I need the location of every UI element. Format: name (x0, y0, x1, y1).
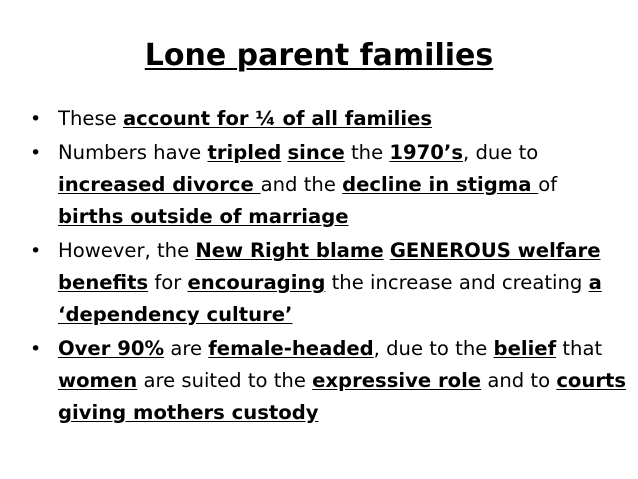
bullet-text-segment: Numbers have (58, 141, 208, 164)
bullet-emphasis-segment: births outside of marriage (58, 205, 349, 228)
bullet-text-segment: are suited to the (137, 369, 313, 392)
bullet-emphasis-segment: account for ¼ of all families (122, 107, 433, 130)
bullet-dot-icon: • (30, 108, 42, 130)
bullet-list (28, 103, 628, 431)
bullet-emphasis-segment: courts giving mothers custody (58, 369, 627, 424)
bullet-text-segment: , due to (463, 141, 539, 164)
bullet-emphasis-segment: a ‘dependency culture’ (58, 271, 602, 326)
slide-title: Lone parent families (144, 38, 494, 73)
bullet-emphasis-segment: encouraging (187, 271, 326, 294)
bullet-emphasis-segment: 1970’s (389, 141, 463, 164)
bullet-emphasis-segment: New Right blame (195, 239, 384, 262)
bullet-dot-icon: • (30, 338, 42, 360)
bullet-item (28, 137, 628, 233)
bullet-emphasis-segment: GENEROUS welfare benefits (58, 239, 601, 294)
bullet-text-segment: and the (260, 173, 343, 196)
bullet-emphasis-segment: increased divorce (58, 173, 261, 196)
bullet-emphasis-segment: since (287, 141, 345, 164)
bullet-text-segment: are (164, 337, 209, 360)
bullet-emphasis-segment: women (58, 369, 138, 392)
bullet-emphasis-segment: expressive role (312, 369, 482, 392)
bullet-emphasis-segment: female-headed (208, 337, 374, 360)
bullet-item (28, 333, 628, 429)
bullet-emphasis-segment: Over 90% (58, 337, 165, 360)
bullet-text-segment: for (148, 271, 188, 294)
bullet-emphasis-segment: tripled (207, 141, 282, 164)
bullet-item (28, 235, 628, 331)
bullet-item (28, 103, 628, 135)
bullet-text-segment: that (556, 337, 603, 360)
bullet-text-segment: These (58, 107, 123, 130)
bullet-text-segment: the increase and creating (325, 271, 589, 294)
bullet-text-segment: of (538, 173, 558, 196)
bullet-text-segment: , due to the (373, 337, 494, 360)
bullet-dot-icon: • (30, 240, 42, 262)
bullet-dot-icon: • (30, 142, 42, 164)
bullet-text-segment: and to (481, 369, 557, 392)
bullet-emphasis-segment: decline in stigma (342, 173, 539, 196)
bullet-text-segment: However, the (58, 239, 196, 262)
bullet-emphasis-segment: belief (493, 337, 557, 360)
bullet-text-segment: the (344, 141, 390, 164)
